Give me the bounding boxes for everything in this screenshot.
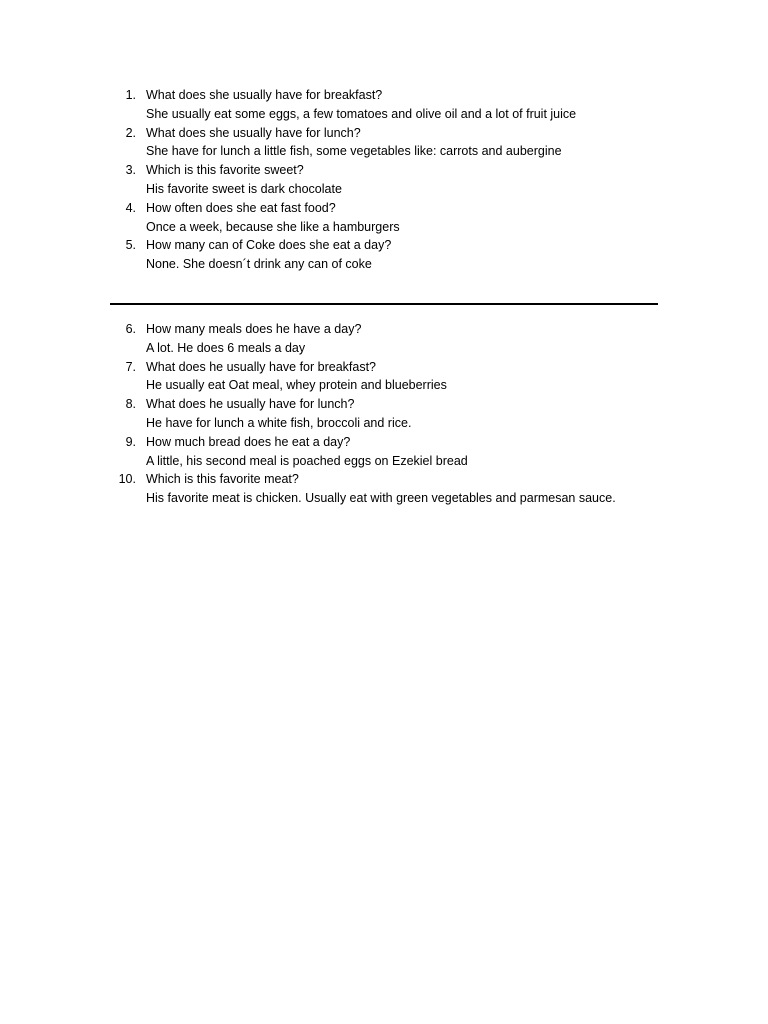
qa-item	[110, 395, 670, 433]
item-number: 1.	[125, 88, 136, 102]
question-row	[110, 161, 670, 180]
question-row	[110, 86, 670, 105]
item-number: 8.	[125, 397, 136, 412]
answer-text: He have for lunch a white fish, broccoli and rice.	[146, 415, 412, 430]
answer-row	[110, 218, 670, 237]
answer-text: She usually eat some eggs, a few tomatoes and olive oil and a lot of fruit juice	[146, 106, 577, 121]
answer-text: He usually eat Oat meal, whey protein and blueberries	[146, 378, 447, 393]
question-text: What does she usually have for breakfast?	[146, 88, 383, 102]
answer-text: His favorite sweet is dark chocolate	[146, 181, 342, 196]
question-text: Which is this favorite sweet?	[146, 163, 304, 178]
answer-row	[110, 376, 670, 395]
answer-row	[110, 180, 670, 199]
item-number: 6.	[125, 322, 136, 336]
qa-item	[110, 358, 670, 396]
question-text: How many meals does he have a day?	[146, 322, 362, 336]
item-number: 5.	[125, 238, 136, 253]
question-row	[110, 358, 670, 377]
item-number: 3.	[125, 163, 136, 178]
qa-item	[110, 236, 670, 274]
answer-text: A little, his second meal is poached eggs on Ezekiel bread	[146, 453, 468, 468]
question-row	[110, 124, 670, 143]
question-row	[110, 236, 670, 255]
qa-item	[110, 470, 670, 508]
question-text: How much bread does he eat a day?	[146, 434, 351, 449]
answer-row	[110, 339, 670, 358]
qa-item	[110, 320, 670, 358]
question-row	[110, 433, 670, 452]
item-number: 4.	[125, 200, 136, 215]
section-divider	[110, 303, 658, 305]
answer-text: A lot. He does 6 meals a day	[146, 340, 306, 355]
item-number: 2.	[125, 125, 136, 140]
answer-text: None. She doesn´t drink any can of coke	[146, 257, 372, 272]
question-row	[110, 320, 670, 339]
question-text: How many can of Coke does she eat a day?	[146, 238, 392, 253]
qa-item	[110, 199, 670, 237]
answer-row	[110, 255, 670, 274]
answer-row	[110, 105, 670, 124]
answer-row	[110, 414, 670, 433]
answer-row	[110, 452, 670, 471]
question-row	[110, 395, 670, 414]
question-text: Which is this favorite meat?	[146, 472, 299, 487]
question-text: What does he usually have for lunch?	[146, 397, 355, 412]
question-row	[110, 199, 670, 218]
question-text: How often does she eat fast food?	[146, 200, 336, 215]
question-text: What does she usually have for lunch?	[146, 125, 361, 140]
answer-text: His favorite meat is chicken. Usually eat with green vegetables and parmesan sauce.	[146, 491, 616, 506]
qa-list-section-one	[110, 86, 670, 274]
qa-item	[110, 433, 670, 471]
answer-row	[110, 142, 670, 161]
qa-item	[110, 124, 670, 162]
item-number: 10.	[118, 472, 136, 487]
item-number: 7.	[125, 359, 136, 374]
qa-item	[110, 86, 670, 124]
question-row	[110, 470, 670, 489]
answer-row	[110, 489, 670, 508]
answer-text: She have for lunch a little fish, some vegetables like: carrots and aubergine	[146, 144, 562, 159]
answer-text: Once a week, because she like a hamburgers	[146, 219, 400, 234]
qa-list-section-two	[110, 320, 670, 508]
question-text: What does he usually have for breakfast?	[146, 359, 376, 374]
item-number: 9.	[125, 434, 136, 449]
qa-item	[110, 161, 670, 199]
